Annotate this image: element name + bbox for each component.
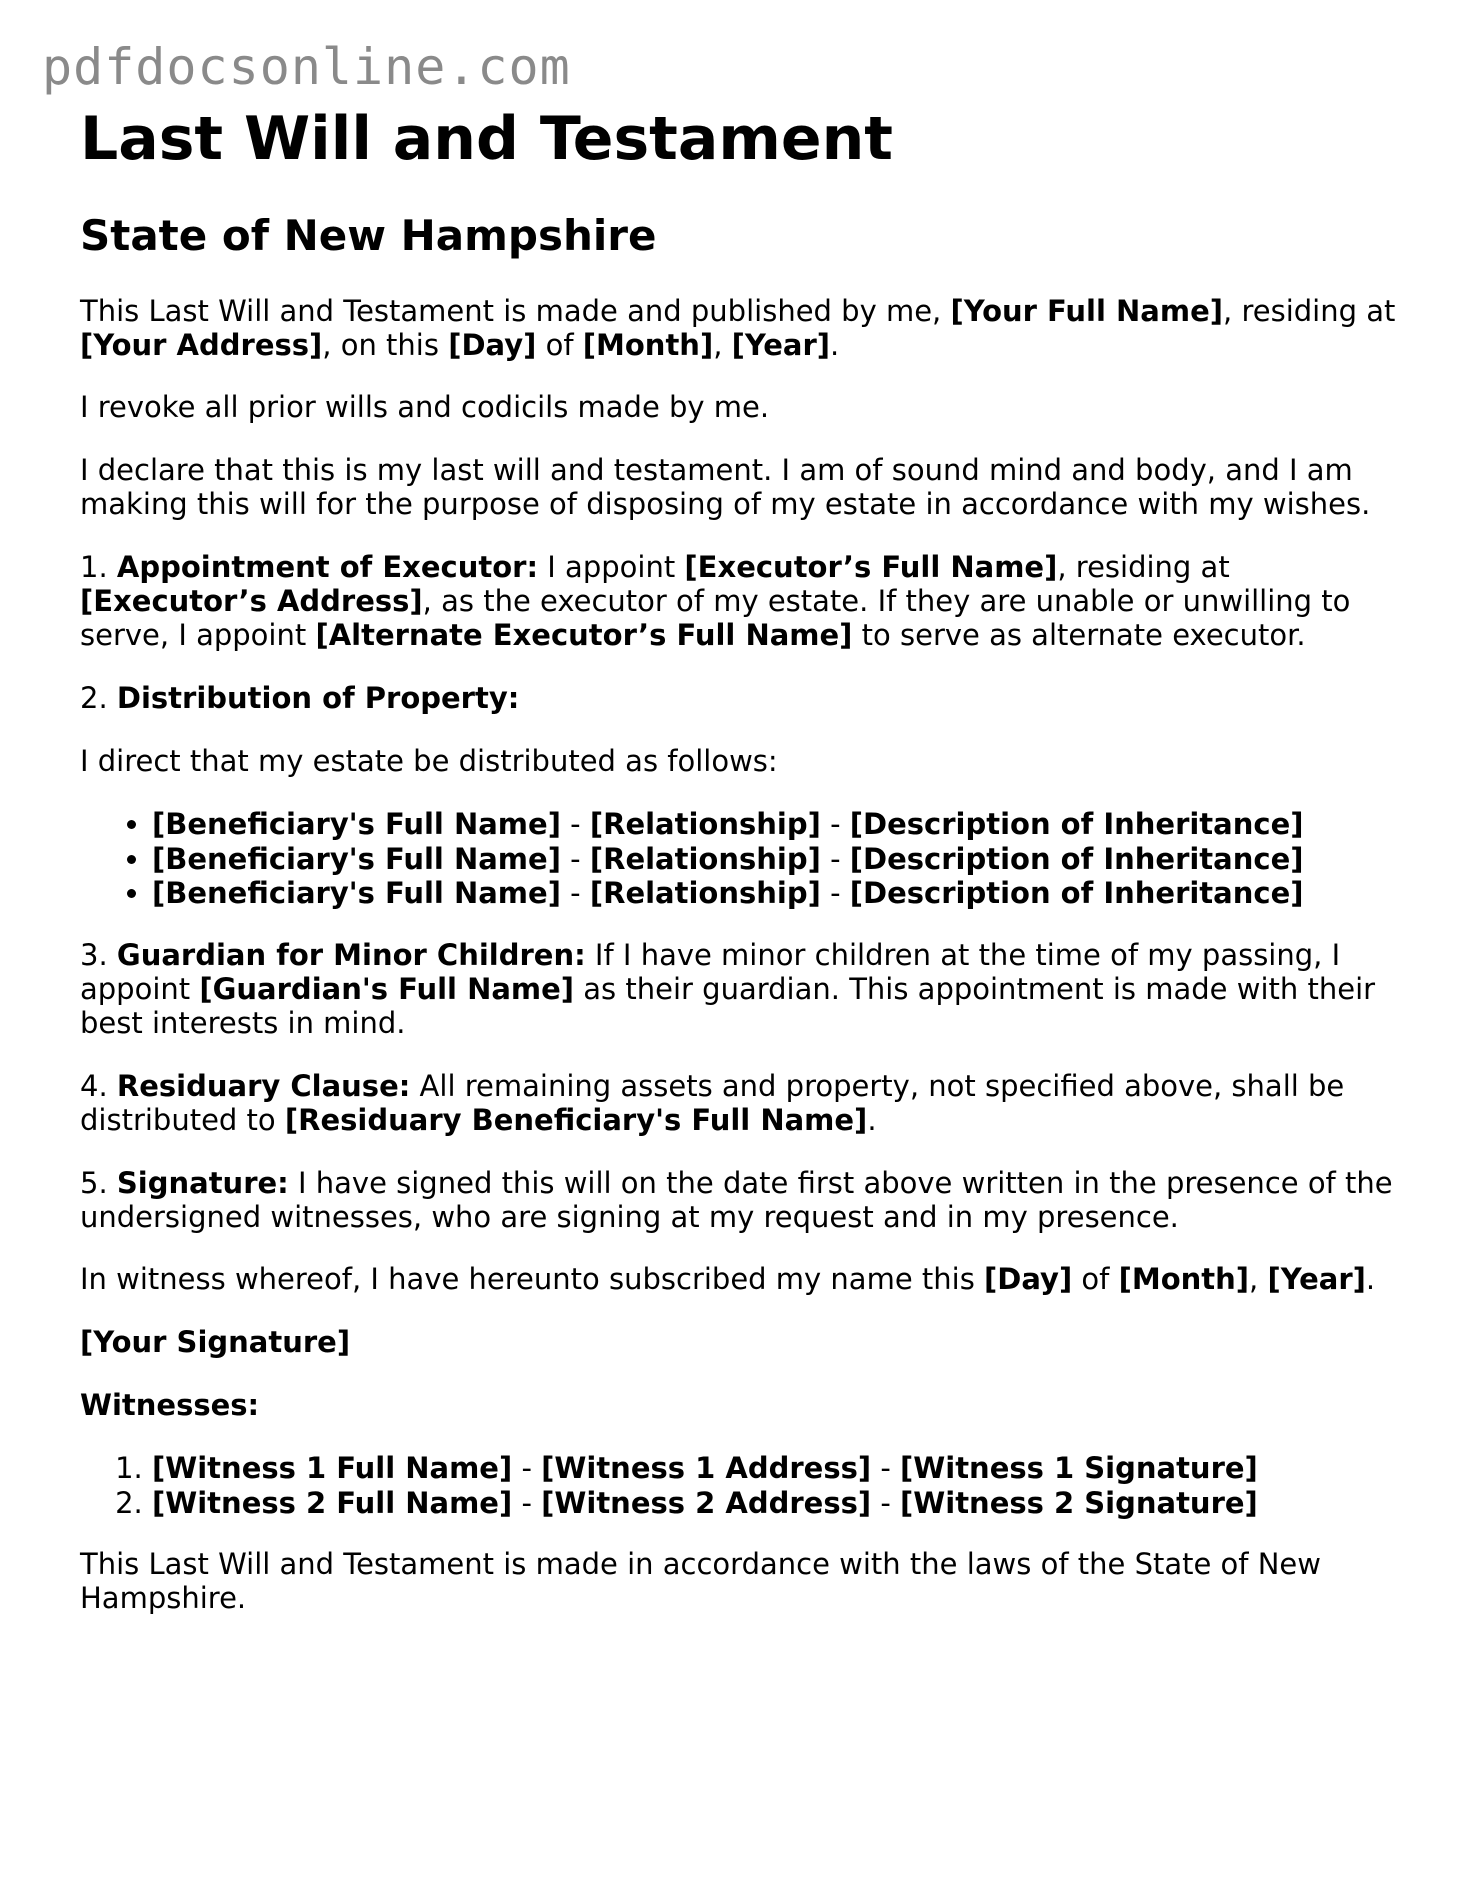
section-text: I appoint bbox=[538, 550, 685, 584]
separator: - bbox=[820, 807, 850, 841]
placeholder-witness-signature: [Witness 2 Signature] bbox=[900, 1485, 1258, 1520]
witness-whereof-paragraph bbox=[80, 1262, 1410, 1296]
placeholder-witness-signature: [Witness 1 Signature] bbox=[900, 1451, 1258, 1485]
intro-text: of bbox=[536, 328, 583, 362]
section-text: to serve as alternate executor. bbox=[852, 618, 1306, 652]
placeholder-inheritance-description: [Description of Inheritance] bbox=[849, 841, 1304, 876]
placeholder-relationship: [Relationship] bbox=[589, 841, 821, 876]
placeholder-month: [Month] bbox=[582, 328, 714, 362]
intro-text: , residing at bbox=[1223, 294, 1396, 328]
list-item bbox=[152, 876, 1410, 911]
separator: - bbox=[820, 876, 850, 910]
paragraph-text: of bbox=[1072, 1262, 1119, 1296]
placeholder-inheritance-description: [Description of Inheritance] bbox=[849, 876, 1304, 910]
placeholder-residuary-beneficiary: [Residuary Beneficiary's Full Name] bbox=[284, 1103, 868, 1137]
document-page bbox=[80, 104, 1410, 1615]
distribution-direction: I direct that my estate be distributed as follows: bbox=[80, 744, 778, 778]
placeholder-your-signature: [Your Signature] bbox=[80, 1325, 351, 1359]
placeholder-witness-name: [Witness 1 Full Name] bbox=[152, 1451, 513, 1485]
placeholder-executor-address: [Executor’s Address] bbox=[80, 584, 423, 618]
closing-paragraph: This Last Will and Testament is made in accordance with the laws of the State of New Hampshire. bbox=[80, 1547, 1321, 1615]
section-heading: Signature: bbox=[116, 1166, 289, 1200]
intro-text: , on this bbox=[322, 328, 449, 362]
section-text: , residing at bbox=[1057, 550, 1230, 584]
declaration-paragraph: I declare that this is my last will and testament. I am of sound mind and body, and I am making this will for the purpose of disposing of my estate in accordance with my wishes. bbox=[80, 453, 1371, 521]
section-text: I have signed this will on the date first above written in the presence of the undersigned witnesses, who are signing at my request and in my presence. bbox=[80, 1166, 1393, 1234]
placeholder-day: [Day] bbox=[984, 1262, 1073, 1296]
separator: - bbox=[560, 841, 590, 876]
placeholder-guardian-name: [Guardian's Full Name] bbox=[199, 972, 575, 1006]
section-text: , as the executor of my estate. If they are unable or unwilling to serve, I appoint bbox=[80, 584, 1351, 652]
section-number: 3. bbox=[80, 938, 117, 972]
list-item bbox=[152, 842, 1410, 877]
section-text: . bbox=[867, 1103, 877, 1137]
intro-paragraph bbox=[80, 294, 1410, 362]
section-heading: Witnesses: bbox=[80, 1388, 260, 1422]
placeholder-inheritance-description: [Description of Inheritance] bbox=[849, 807, 1304, 841]
placeholder-relationship: [Relationship] bbox=[589, 807, 821, 841]
placeholder-witness-name: [Witness 2 Full Name] bbox=[152, 1485, 513, 1520]
document-subtitle: State of New Hampshire bbox=[80, 211, 657, 260]
distribution-heading bbox=[80, 681, 1410, 715]
your-signature-line bbox=[80, 1325, 1410, 1359]
executor-section bbox=[80, 550, 1410, 652]
placeholder-alternate-executor: [Alternate Executor’s Full Name] bbox=[315, 618, 853, 652]
intro-text: This Last Will and Testament is made and published by me, bbox=[80, 294, 951, 328]
separator: - bbox=[512, 1485, 542, 1520]
intro-text: . bbox=[830, 328, 840, 362]
placeholder-beneficiary-name: [Beneficiary's Full Name] bbox=[152, 841, 561, 876]
placeholder-year: [Year] bbox=[731, 328, 831, 362]
section-text: All remaining assets and property, not specified above, shall be distributed to bbox=[80, 1069, 1345, 1137]
separator: - bbox=[512, 1451, 542, 1485]
placeholder-year: [Year] bbox=[1267, 1262, 1366, 1296]
signature-section bbox=[80, 1166, 1410, 1234]
placeholder-relationship: [Relationship] bbox=[589, 876, 821, 910]
separator: - bbox=[871, 1451, 901, 1485]
section-number: 4. bbox=[80, 1069, 117, 1103]
list-item bbox=[152, 1451, 1410, 1486]
witness-list bbox=[80, 1451, 1410, 1520]
section-text: as their guardian. This appointment is made with their best interests in mind. bbox=[80, 972, 1376, 1040]
section-heading: Distribution of Property: bbox=[116, 681, 520, 715]
separator: - bbox=[560, 807, 590, 841]
residuary-section bbox=[80, 1069, 1410, 1137]
placeholder-executor-name: [Executor’s Full Name] bbox=[684, 550, 1058, 584]
paragraph-text: , bbox=[1249, 1262, 1268, 1296]
witnesses-heading bbox=[80, 1388, 1410, 1422]
section-number: 5. bbox=[80, 1166, 117, 1200]
section-text: If I have minor children at the time of my passing, I appoint bbox=[80, 938, 1341, 1006]
section-heading: Residuary Clause: bbox=[116, 1069, 411, 1103]
separator: - bbox=[820, 841, 850, 876]
placeholder-month: [Month] bbox=[1118, 1262, 1250, 1296]
placeholder-your-address: [Your Address] bbox=[80, 328, 323, 362]
paragraph-text: . bbox=[1365, 1262, 1376, 1296]
placeholder-day: [Day] bbox=[448, 328, 537, 362]
document-title: Last Will and Testament bbox=[80, 104, 893, 174]
section-heading: Appointment of Executor: bbox=[116, 550, 539, 584]
separator: - bbox=[871, 1485, 901, 1520]
section-number: 2. bbox=[80, 681, 117, 715]
beneficiary-list bbox=[80, 807, 1410, 911]
section-heading: Guardian for Minor Children: bbox=[116, 938, 586, 972]
placeholder-witness-address: [Witness 2 Address] bbox=[541, 1485, 872, 1520]
watermark-text: pdfdocsonline.com bbox=[42, 38, 571, 96]
section-number: 1. bbox=[80, 550, 117, 584]
placeholder-beneficiary-name: [Beneficiary's Full Name] bbox=[152, 876, 561, 910]
list-item bbox=[152, 1486, 1410, 1521]
list-item bbox=[152, 807, 1410, 842]
guardian-section bbox=[80, 938, 1410, 1040]
placeholder-witness-address: [Witness 1 Address] bbox=[541, 1451, 872, 1485]
placeholder-your-full-name: [Your Full Name] bbox=[950, 294, 1224, 328]
separator: - bbox=[560, 876, 590, 910]
revoke-paragraph: I revoke all prior wills and codicils made by me. bbox=[80, 390, 770, 424]
intro-text: , bbox=[713, 328, 732, 362]
paragraph-text: In witness whereof, I have hereunto subscribed my name this bbox=[80, 1262, 985, 1296]
placeholder-beneficiary-name: [Beneficiary's Full Name] bbox=[152, 807, 561, 841]
